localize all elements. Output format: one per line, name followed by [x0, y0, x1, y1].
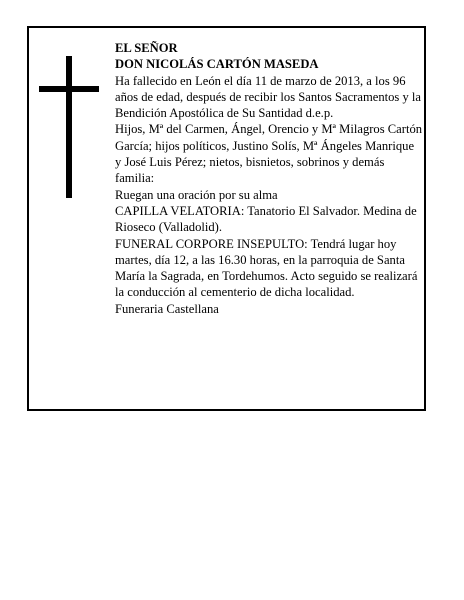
obituary-text	[115, 40, 423, 317]
cross-horizontal-bar	[39, 86, 99, 92]
wake-info: CAPILLA VELATORIA: Tanatorio El Salvador. Medina de Rioseco (Valladolid).	[115, 203, 417, 235]
funeral-info: FUNERAL CORPORE INSEPULTO: Tendrá lugar hoy martes, día 12, a las 16.30 horas, en la parroquia de Santa María la Sagrada, en Tordehumos. Acto seguido se realizará la conducción al cementerio de dicha localidad.	[115, 236, 418, 300]
family-list: Hijos, Mª del Carmen, Ángel, Orencio y Mª Milagros Cartón García; hijos políticos, Justino Solís, Mª Ángeles Manrique y José Luis Pérez; nietos, bisnietos, sobrinos y demás familia:	[115, 122, 423, 186]
death-announcement: Ha fallecido en León el día 11 de marzo de 2013, a los 96 años de edad, después de recibir los Santos Sacramentos y la Bendición Apostólica de Su Santidad d.e.p.	[115, 73, 422, 121]
deceased-name: DON NICOLÁS CARTÓN MASEDA	[115, 57, 319, 72]
obituary-notice	[27, 26, 426, 411]
cross-vertical-bar	[66, 56, 72, 198]
title-line-1: EL SEÑOR	[115, 41, 178, 55]
prayer-request: Ruegan una oración por su alma	[115, 187, 278, 202]
funeral-home: Funeraria Castellana	[115, 301, 219, 316]
cross-icon	[39, 56, 99, 198]
